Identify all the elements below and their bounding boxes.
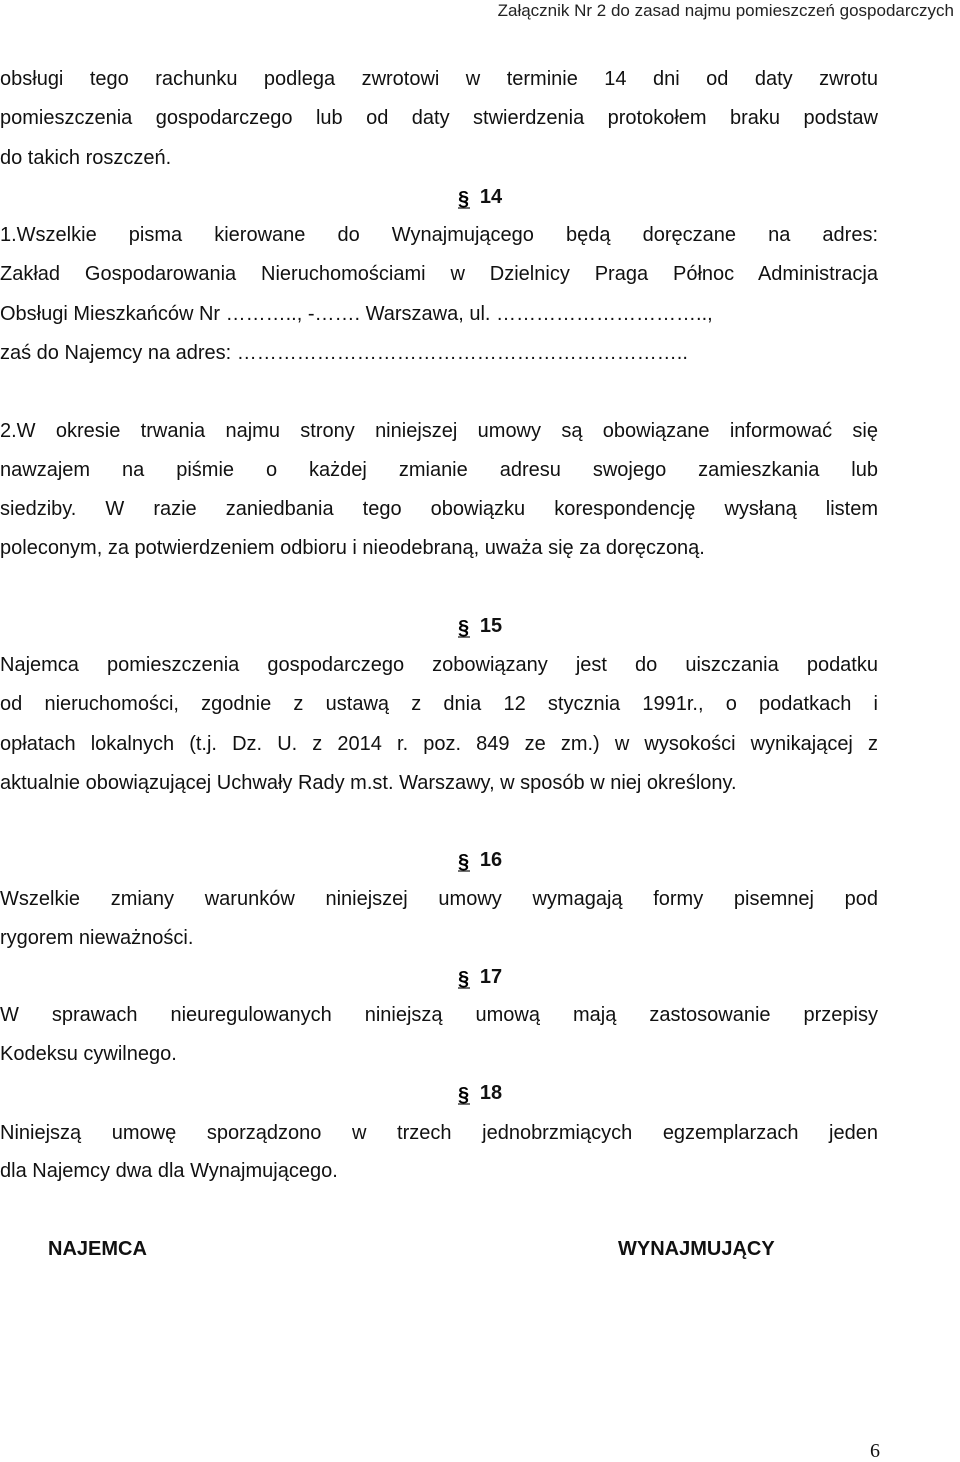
s18-line-1: Niniejszą umowę sporządzono w trzech jednobrzmiących egzemplarzach jeden — [0, 1122, 878, 1144]
s14-p1-line-3: Obsługi Mieszkańców Nr ……….., -……. Warszawa, ul. ………………………….., — [0, 303, 713, 325]
section-18-heading — [0, 1080, 960, 1106]
section-14-heading — [0, 184, 960, 210]
s15-line-1: Najemca pomieszczenia gospodarczego zobowiązany jest do uiszczania podatku — [0, 654, 878, 676]
s17-line-1: W sprawach nieuregulowanych niniejszą umową mają zastosowanie przepisy — [0, 1004, 878, 1026]
s17-line-2: Kodeksu cywilnego. — [0, 1043, 177, 1065]
svg-text:§: § — [457, 1083, 469, 1105]
section-16-number: 16 — [479, 849, 503, 871]
s14-p2-line-2: nawzajem na piśmie o każdej zmianie adresu swojego zamieszkania lub — [0, 459, 878, 481]
section-sign-icon — [458, 187, 470, 209]
signature-najemca: NAJEMCA — [48, 1238, 147, 1260]
s14-p1-line-4: zaś do Najemcy na adres: ………………………………………………………….. — [0, 342, 688, 364]
section-16-heading — [0, 847, 960, 873]
svg-text:§: § — [457, 967, 469, 989]
section-sign-icon — [458, 616, 470, 638]
s14-p1-line-1: 1.Wszelkie pisma kierowane do Wynajmującego będą doręczane na adres: — [0, 224, 878, 246]
s18-line-2: dla Najemcy dwa dla Wynajmującego. — [0, 1160, 338, 1182]
svg-text:§: § — [457, 616, 469, 638]
section-17-number: 17 — [479, 966, 503, 988]
s14-p2-line-3: siedziby. W razie zaniedbania tego obowiązku korespondencję wysłaną listem — [0, 498, 878, 520]
section-15-number: 15 — [479, 615, 503, 637]
section-18-number: 18 — [479, 1082, 503, 1104]
section-14-number: 14 — [479, 186, 503, 208]
document-header: Załącznik Nr 2 do zasad najmu pomieszczeń gospodarczych — [497, 1, 954, 20]
section-sign-icon — [458, 850, 470, 872]
s14-p2-line-1: 2.W okresie trwania najmu strony niniejszej umowy są obowiązane informować się — [0, 420, 878, 442]
svg-text:§: § — [457, 850, 469, 872]
intro-line-3: do takich roszczeń. — [0, 147, 172, 169]
s14-p1-line-2: Zakład Gospodarowania Nieruchomościami w Dzielnicy Praga Północ Administracja — [0, 263, 878, 285]
intro-line-1: obsługi tego rachunku podlega zwrotowi w terminie 14 dni od daty zwrotu — [0, 68, 878, 90]
s14-p2-line-4: poleconym, za potwierdzeniem odbioru i nieodebraną, uważa się za doręczoną. — [0, 537, 705, 559]
s15-line-2: od nieruchomości, zgodnie z ustawą z dnia 12 stycznia 1991r., o podatkach i — [0, 693, 878, 715]
page-number: 6 — [870, 1440, 880, 1462]
s15-line-4: aktualnie obowiązującej Uchwały Rady m.st. Warszawy, w sposób w niej określony. — [0, 772, 737, 794]
section-sign-icon — [458, 967, 470, 989]
s15-line-3: opłatach lokalnych (t.j. Dz. U. z 2014 r. poz. 849 ze zm.) w wysokości wynikającej z — [0, 733, 878, 755]
section-17-heading — [0, 964, 960, 990]
intro-line-2: pomieszczenia gospodarczego lub od daty stwierdzenia protokołem braku podstaw — [0, 107, 878, 129]
s16-line-2: rygorem nieważności. — [0, 927, 194, 949]
section-sign-icon — [458, 1083, 470, 1105]
svg-text:§: § — [457, 187, 469, 209]
s16-line-1: Wszelkie zmiany warunków niniejszej umowy wymagają formy pisemnej pod — [0, 888, 878, 910]
signature-wynajmujacy: WYNAJMUJĄCY — [618, 1238, 775, 1260]
section-15-heading — [0, 613, 960, 639]
